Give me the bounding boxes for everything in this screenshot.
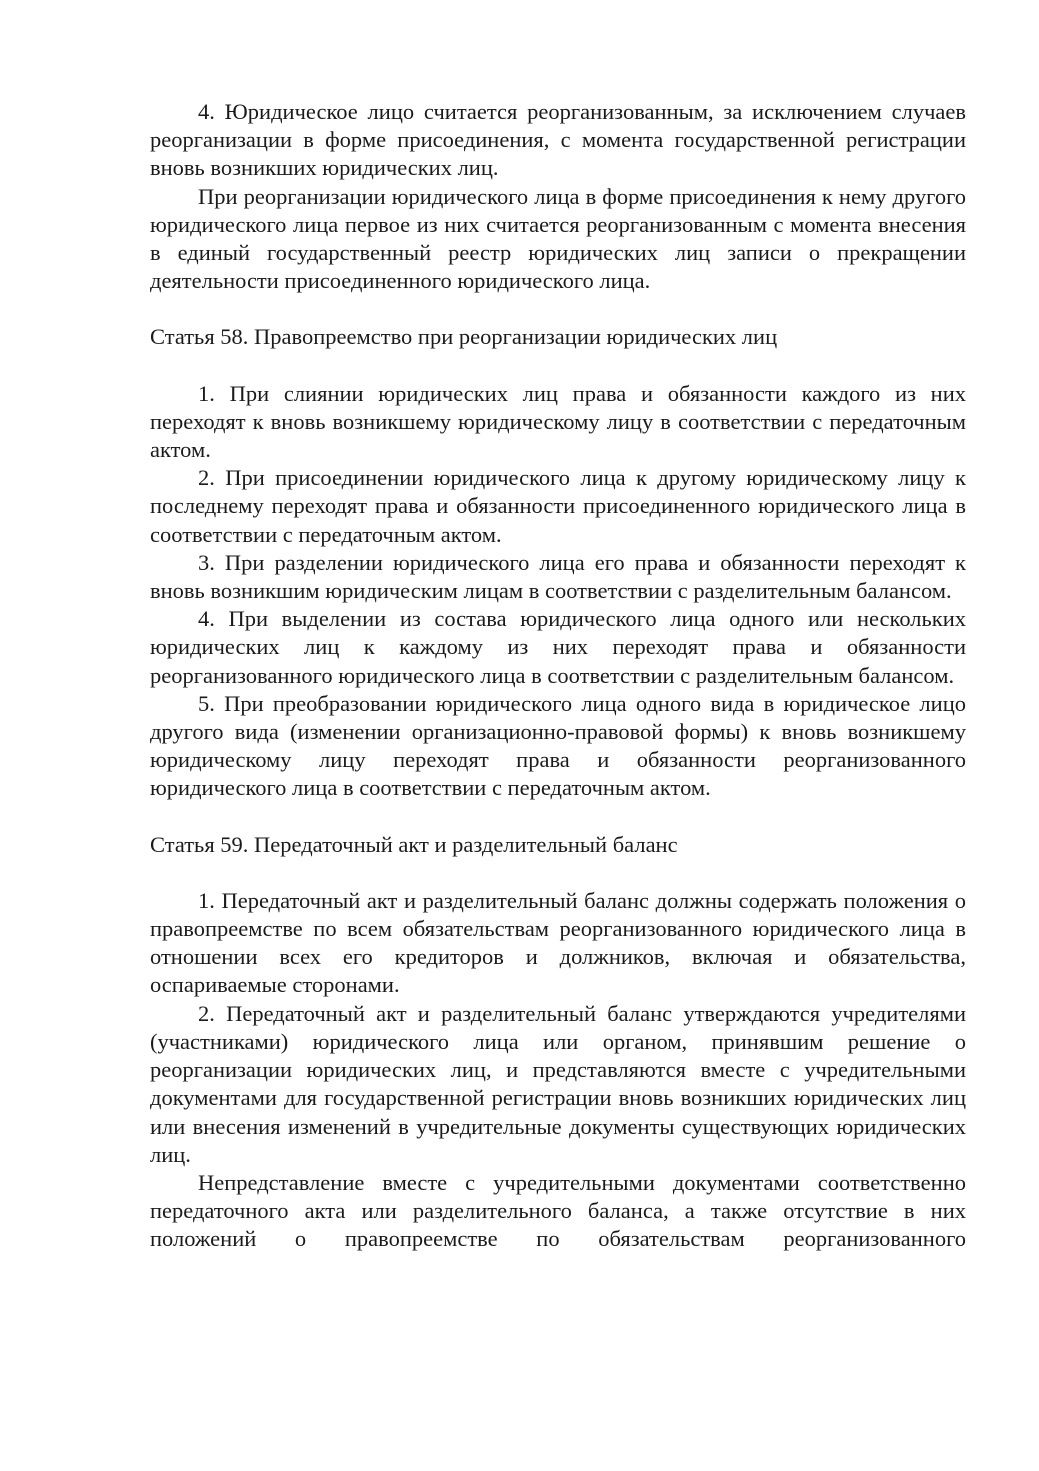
paragraph-art57-p4: 4. Юридическое лицо считается реорганизованным, за исключением случаев реорганизации в форме присоединения, с момента государственной регистрации вновь возникших юридических лиц. — [150, 99, 966, 181]
paragraph-art58-p4: 4. При выделении из состава юридического лица одного или нескольких юридических лиц к каждому из них переходят права и обязанности реорганизованного юридического лица в соответствии с разделительным балансом. — [150, 606, 966, 688]
paragraph-art59-p2: 2. Передаточный акт и разделительный баланс утверждаются учредителями (участниками) юридического лица или органом, принявшим решение о реорганизации юридических лиц, и представляются вместе с учредительными документами для государственной регистрации вновь возникших юридических лиц или внесения изменений в учредительные документы существующих юридических лиц. — [150, 1000, 966, 1167]
paragraph-art58-p2: 2. При присоединении юридического лица к другому юридическому лицу к последнему переходят права и обязанности присоединенного юридического лица в соответствии с передаточным актом. — [150, 465, 966, 547]
document-page — [150, 98, 966, 1254]
paragraph-art57-p4-cont: При реорганизации юридического лица в форме присоединения к нему другого юридического лица первое из них считается реорганизованным с момента внесения в единый государственный реестр юридических лиц записи о прекращении деятельности присоединенного юридического лица. — [150, 183, 966, 294]
paragraph-art58-p3: 3. При разделении юридического лица его права и обязанности переходят к вновь возникшим юридическим лицам в соответствии с разделительным балансом. — [150, 549, 966, 604]
paragraph-art58-p5: 5. При преобразовании юридического лица одного вида в юридическое лицо другого вида (изменении организационно-правовой формы) к вновь возникшему юридическому лицу переходят права и обязанности реорганизованного юридического лица в соответствии с передаточным актом. — [150, 690, 966, 801]
article-58-heading: Статья 58. Правопреемство при реорганизации юридических лиц — [150, 324, 778, 350]
paragraph-art59-p1: 1. Передаточный акт и разделительный баланс должны содержать положения о правопреемстве по всем обязательствам реорганизованного юридического лица в отношении всех его кредиторов и должников, включая и обязательства, оспариваемые сторонами. — [150, 887, 966, 998]
paragraph-art59-p2-cont: Непредставление вместе с учредительными документами соответственно передаточного акта или разделительного баланса, а также отсутствие в них положений о правопреемстве по обязательствам реорганизованного — [150, 1169, 966, 1252]
paragraph-art58-p1: 1. При слиянии юридических лиц права и обязанности каждого из них переходят к вновь возникшему юридическому лицу в соответствии с передаточным актом. — [150, 380, 966, 463]
article-59-heading: Статья 59. Передаточный акт и разделительный баланс — [150, 831, 678, 857]
